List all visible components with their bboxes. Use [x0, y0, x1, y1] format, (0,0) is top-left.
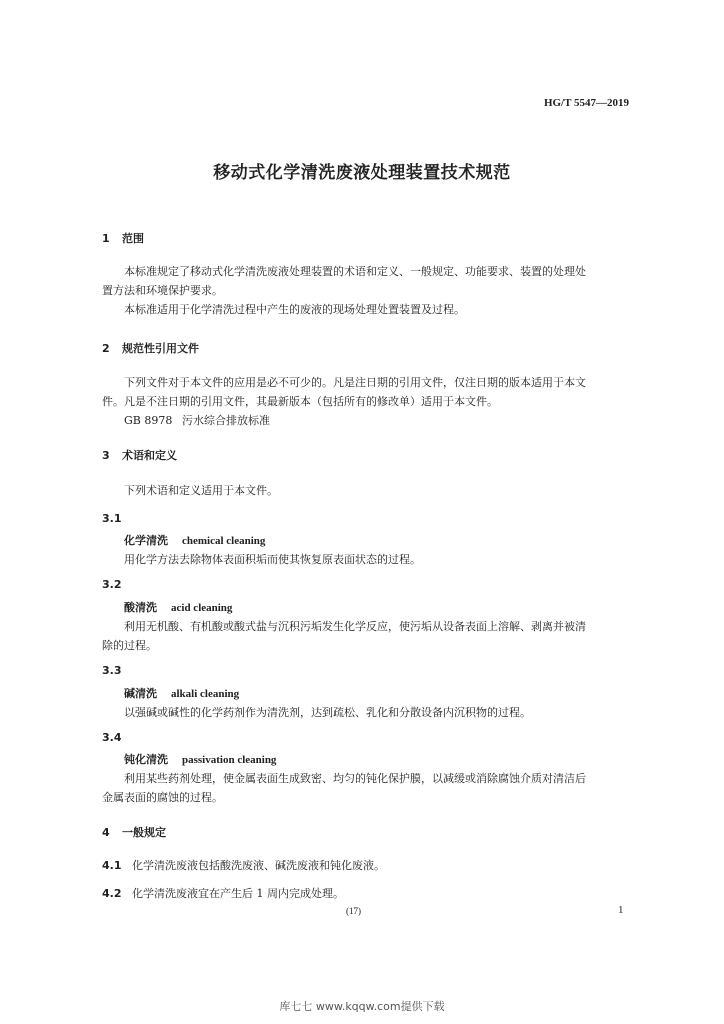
paragraph-line: 件。凡是不注日期的引用文件，其最新版本（包括所有的修改单）适用于本文件。	[102, 395, 498, 408]
clause-number: 4.2	[102, 887, 122, 900]
document-title: 移动式化学清洗废液处理装置技术规范	[213, 163, 511, 183]
term-number: 3.3	[102, 664, 122, 677]
section-number: 2	[102, 342, 110, 355]
section-number: 1	[102, 232, 110, 245]
term-zh: 化学清洗	[124, 534, 168, 547]
term-definition: 利用无机酸、有机酸或酸式盐与沉积污垢发生化学反应，使污垢从设备表面上溶解、剥离并被清	[124, 620, 586, 633]
term-definition: 利用某些药剂处理，使金属表面生成致密、均匀的钝化保护膜，以减缓或消除腐蚀介质对清洁后	[124, 772, 586, 785]
clause	[102, 856, 385, 875]
paragraph-line: 下列文件对于本文件的应用是必不可少的。凡是注日期的引用文件，仅注日期的版本适用于本文	[124, 376, 586, 389]
term-heading	[124, 685, 239, 701]
section-title: 范围	[122, 232, 144, 245]
normative-reference	[124, 411, 270, 430]
clause	[102, 884, 344, 903]
section-title: 一般规定	[122, 826, 166, 839]
term-number: 3.2	[102, 578, 122, 591]
section-4-heading	[102, 824, 166, 840]
term-en: passivation cleaning	[182, 754, 277, 766]
paragraph-line: 置方法和环境保护要求。	[102, 284, 223, 297]
section-title: 规范性引用文件	[122, 342, 199, 355]
term-en: alkali cleaning	[171, 688, 240, 700]
section-1-heading	[102, 230, 144, 246]
reference-title: 污水综合排放标准	[182, 414, 270, 427]
section-2-heading	[102, 340, 199, 356]
paragraph-line: 本标准规定了移动式化学清洗废液处理装置的术语和定义、一般规定、功能要求、装置的处理处	[124, 265, 586, 278]
term-definition: 以强碱或碱性的化学药剂作为清洗剂，达到疏松、乳化和分散设备内沉积物的过程。	[124, 706, 531, 719]
term-zh: 碱清洗	[124, 687, 157, 700]
reference-code: GB 8978	[124, 414, 173, 427]
standard-number: HG/T 5547—2019	[543, 97, 629, 109]
term-definition: 除的过程。	[102, 639, 157, 652]
watermark: 库七七 www.kqqw.com提供下载	[279, 1000, 445, 1013]
term-zh: 钝化清洗	[124, 753, 168, 766]
page-number: 1	[618, 904, 624, 916]
paragraph-line: 本标准适用于化学清洗过程中产生的废液的现场处理处置装置及过程。	[124, 303, 465, 316]
term-heading	[124, 751, 276, 767]
section-title: 术语和定义	[122, 449, 177, 462]
paragraph-line: 下列术语和定义适用于本文件。	[124, 484, 278, 497]
page-label: (17)	[346, 906, 361, 916]
clause-text: 化学清洗废液宜在产生后 1 周内完成处理。	[132, 887, 344, 900]
term-en: acid cleaning	[171, 602, 233, 614]
term-number: 3.4	[102, 731, 122, 744]
term-en: chemical cleaning	[182, 535, 266, 547]
section-number: 4	[102, 826, 110, 839]
clause-text: 化学清洗废液包括酸洗废液、碱洗废液和钝化废液。	[132, 859, 385, 872]
term-heading	[124, 532, 265, 548]
clause-number: 4.1	[102, 859, 122, 872]
section-3-heading	[102, 447, 177, 463]
section-number: 3	[102, 449, 110, 462]
term-definition: 金属表面的腐蚀的过程。	[102, 791, 223, 804]
term-number: 3.1	[102, 512, 122, 525]
term-definition: 用化学方法去除物体表面积垢而使其恢复原表面状态的过程。	[124, 553, 421, 566]
term-zh: 酸清洗	[124, 601, 157, 614]
term-heading	[124, 599, 232, 615]
